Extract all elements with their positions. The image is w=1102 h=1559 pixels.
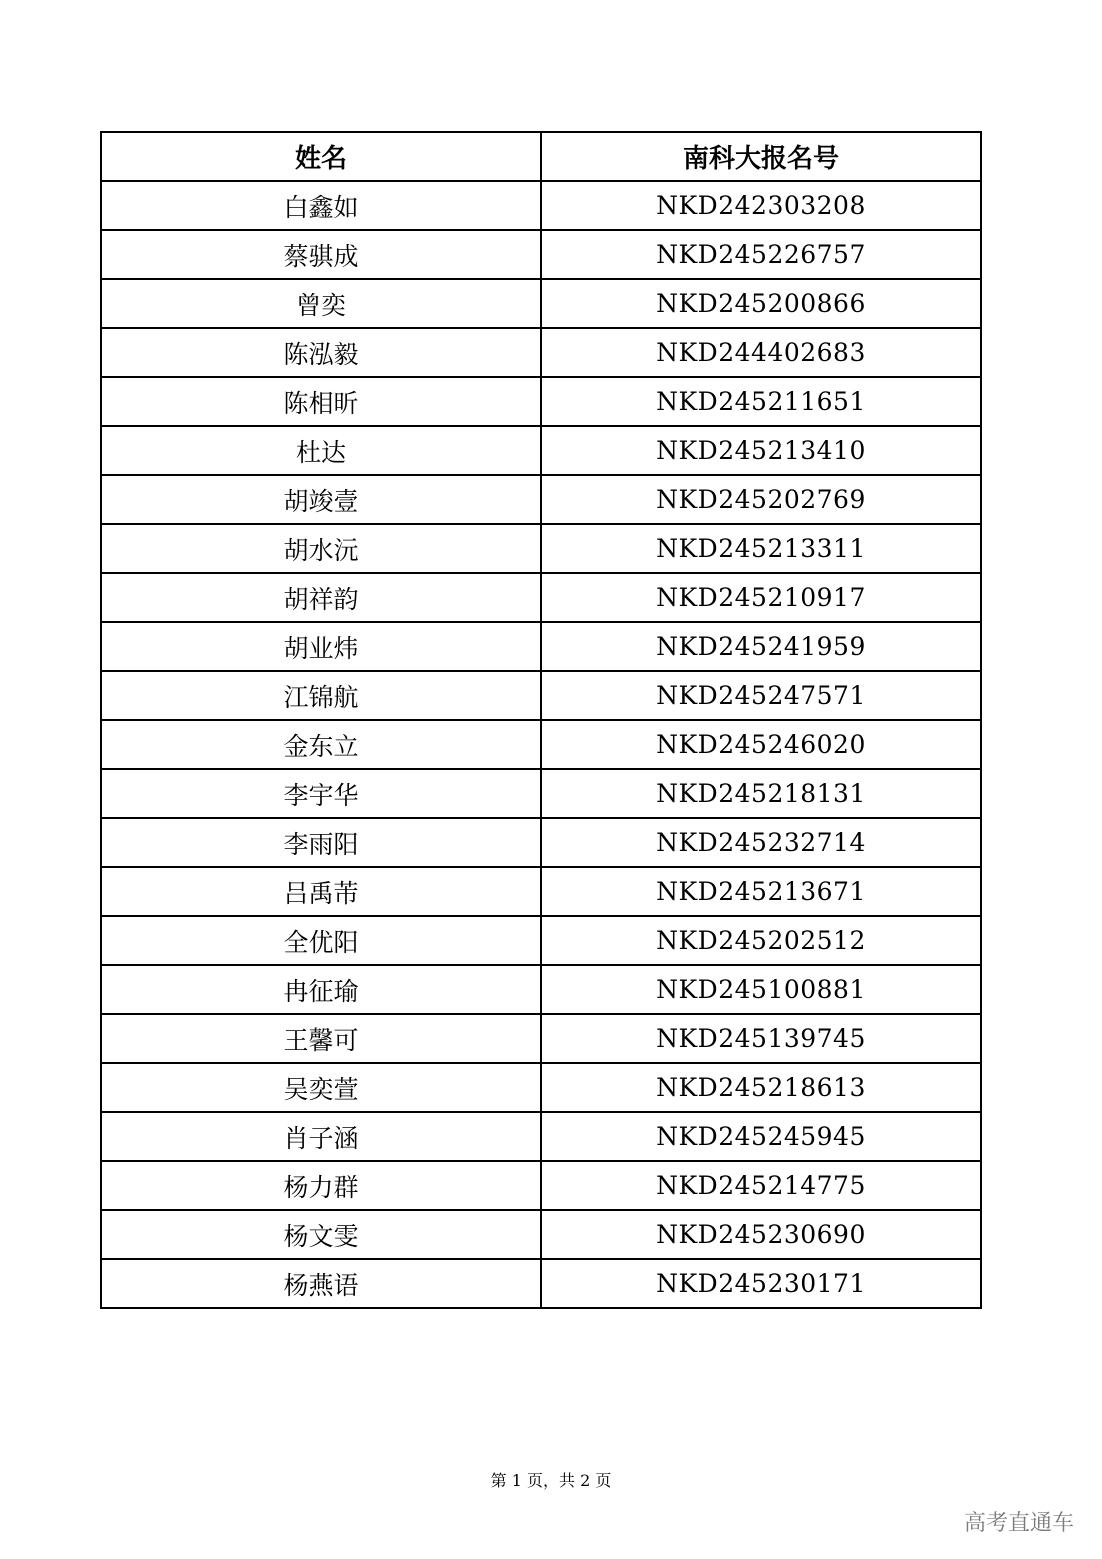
cell-name: 蔡骐成 [101,230,541,279]
cell-registration-number: NKD245230171 [541,1259,981,1308]
cell-registration-number: NKD245218131 [541,769,981,818]
table-row [101,328,981,377]
cell-name: 金东立 [101,720,541,769]
cell-registration-number: NKD245241959 [541,622,981,671]
table-row [101,1112,981,1161]
table-row [101,181,981,230]
roster-table [100,131,982,1309]
cell-name: 曾奕 [101,279,541,328]
cell-name: 胡业炜 [101,622,541,671]
table-row [101,720,981,769]
table-row [101,622,981,671]
table-row [101,1259,981,1308]
cell-name: 肖子涵 [101,1112,541,1161]
cell-name: 胡水沅 [101,524,541,573]
table-row [101,916,981,965]
cell-name: 冉征瑜 [101,965,541,1014]
cell-registration-number: NKD245214775 [541,1161,981,1210]
cell-name: 杜达 [101,426,541,475]
cell-name: 胡祥韵 [101,573,541,622]
header-registration-number: 南科大报名号 [541,132,981,181]
table-row [101,377,981,426]
cell-name: 杨文雯 [101,1210,541,1259]
watermark-text: 高考直通车 [963,1511,1074,1536]
cell-name: 吕禹芾 [101,867,541,916]
header-name: 姓名 [101,132,541,181]
table-row [101,1063,981,1112]
table-row [101,230,981,279]
table-row [101,426,981,475]
cell-name: 陈泓毅 [101,328,541,377]
cell-registration-number: NKD245213671 [541,867,981,916]
cell-name: 胡竣壹 [101,475,541,524]
cell-registration-number: NKD245213311 [541,524,981,573]
table-row [101,1161,981,1210]
cell-registration-number: NKD245202512 [541,916,981,965]
cell-name: 江锦航 [101,671,541,720]
page-footer: 第 1 页，共 2 页 [490,1471,612,1490]
cell-registration-number: NKD245139745 [541,1014,981,1063]
table-body [101,181,981,1308]
cell-name: 白鑫如 [101,181,541,230]
table-row [101,671,981,720]
table-row [101,818,981,867]
cell-registration-number: NKD245100881 [541,965,981,1014]
table-row [101,1014,981,1063]
table-row [101,1210,981,1259]
cell-registration-number: NKD245232714 [541,818,981,867]
cell-name: 李雨阳 [101,818,541,867]
cell-name: 王馨可 [101,1014,541,1063]
cell-registration-number: NKD245211651 [541,377,981,426]
cell-registration-number: NKD245245945 [541,1112,981,1161]
cell-registration-number: NKD245200866 [541,279,981,328]
cell-name: 李宇华 [101,769,541,818]
cell-registration-number: NKD245202769 [541,475,981,524]
cell-registration-number: NKD245218613 [541,1063,981,1112]
cell-registration-number: NKD242303208 [541,181,981,230]
cell-name: 杨力群 [101,1161,541,1210]
table-row [101,769,981,818]
table-row [101,524,981,573]
table-header-row [101,132,981,181]
cell-name: 杨燕语 [101,1259,541,1308]
cell-registration-number: NKD244402683 [541,328,981,377]
table-row [101,573,981,622]
table-row [101,965,981,1014]
cell-name: 全优阳 [101,916,541,965]
table-row [101,279,981,328]
cell-registration-number: NKD245246020 [541,720,981,769]
table-row [101,867,981,916]
cell-registration-number: NKD245210917 [541,573,981,622]
cell-registration-number: NKD245230690 [541,1210,981,1259]
table-row [101,475,981,524]
cell-registration-number: NKD245213410 [541,426,981,475]
cell-registration-number: NKD245226757 [541,230,981,279]
cell-name: 陈相昕 [101,377,541,426]
cell-registration-number: NKD245247571 [541,671,981,720]
cell-name: 吴奕萱 [101,1063,541,1112]
